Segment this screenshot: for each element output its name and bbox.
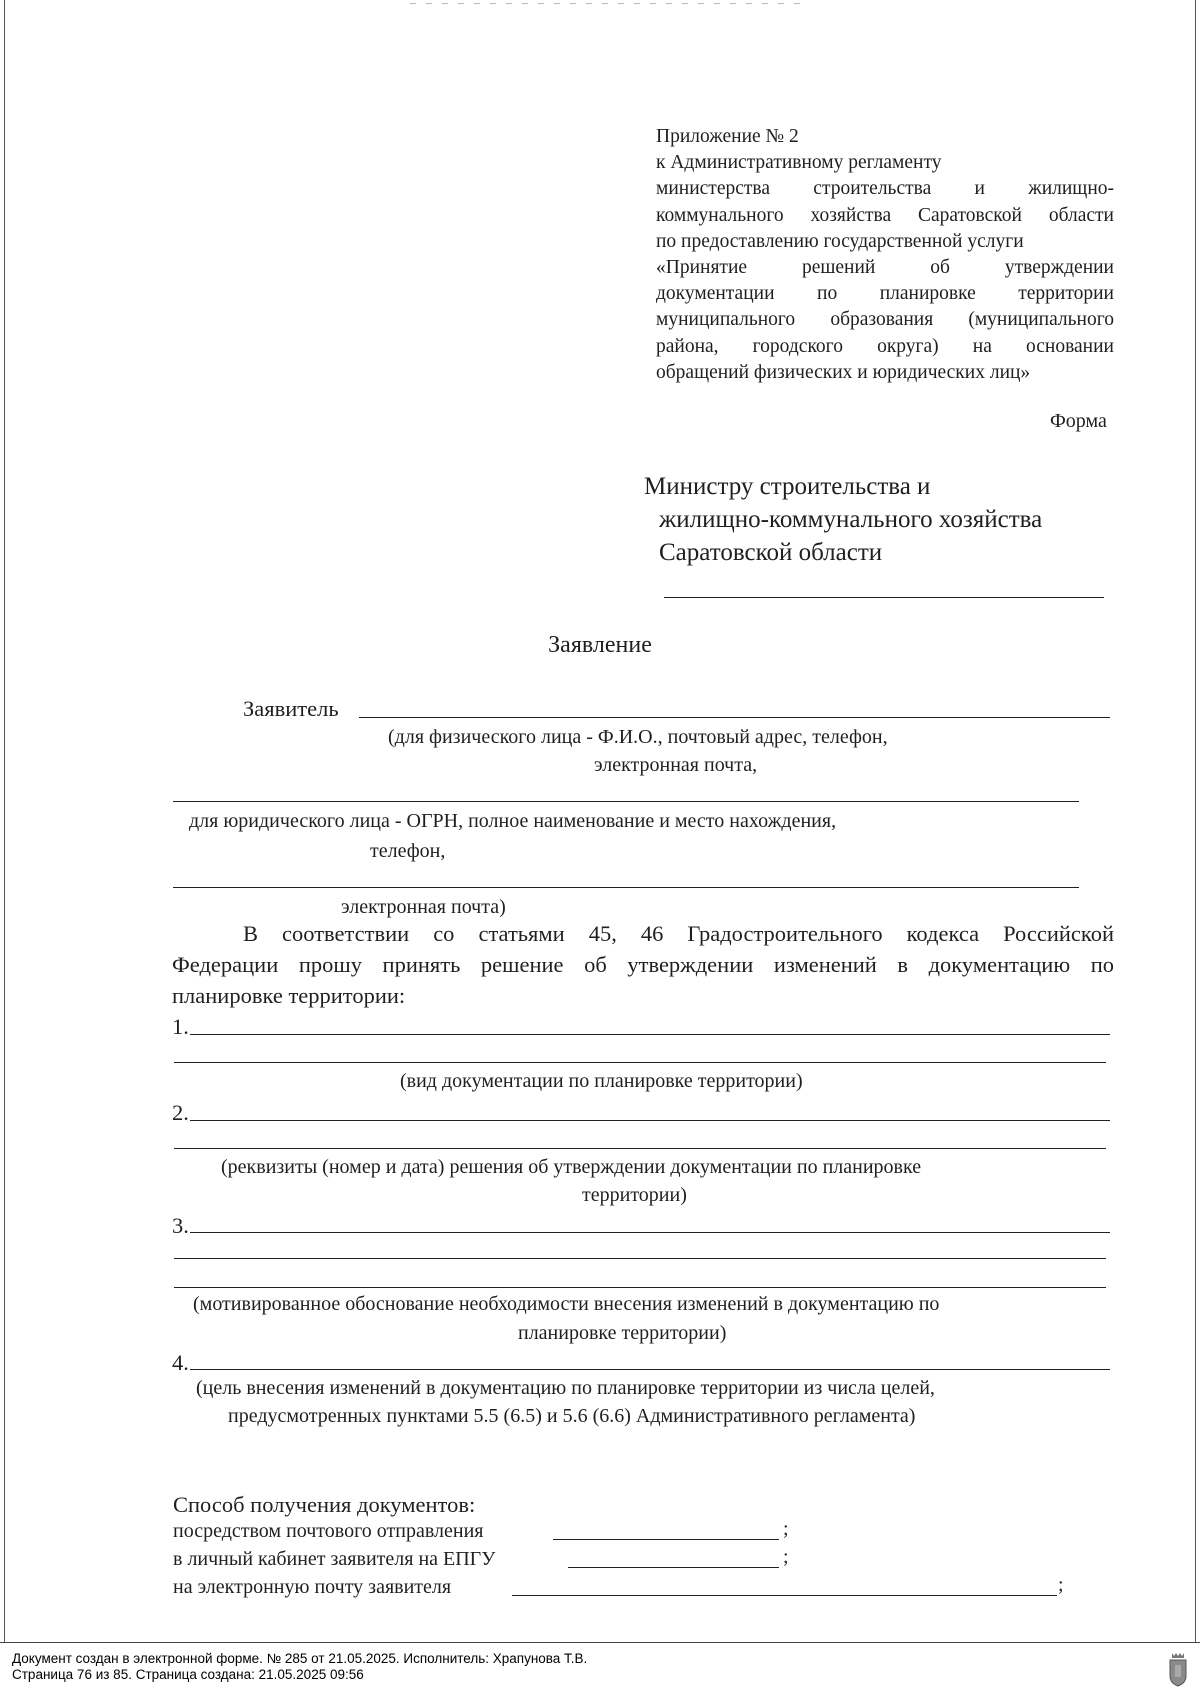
delivery-option-post: посредством почтового отправления: [173, 1520, 484, 1542]
item-3-line-a: [190, 1232, 1110, 1233]
item-2-line-b: [174, 1148, 1106, 1149]
delivery-option-epgu: в личный кабинет заявителя на ЕПГУ: [173, 1548, 496, 1570]
delivery-epgu-end: ;: [783, 1546, 789, 1568]
item-1-number: 1.: [172, 1014, 189, 1039]
item-2-line-a: [190, 1120, 1110, 1121]
addressee-blank-line: [664, 597, 1104, 598]
item-2-hint-1: (реквизиты (номер и дата) решения об утверждении документации по планировке: [221, 1156, 922, 1178]
document-footer: [0, 1642, 1200, 1699]
scan-artifact: [410, 2, 810, 5]
delivery-post-line: [553, 1539, 779, 1540]
item-4-number: 4.: [172, 1350, 189, 1375]
item-2-number: 2.: [172, 1100, 189, 1125]
item-4-hint-2: предусмотренных пунктами 5.5 (6.5) и 5.6 (6.6) Административного регламента): [228, 1405, 916, 1427]
delivery-email-line: [512, 1595, 1057, 1596]
item-3-number: 3.: [172, 1213, 189, 1238]
applicant-hint-legal-2: телефон,: [370, 840, 446, 862]
item-3-line-c: [174, 1287, 1106, 1288]
addressee-line-2: жилищно-коммунального хозяйства: [659, 506, 1043, 533]
request-line-2: Федерации прошу принять решение об утверждении изменений в документацию по: [172, 952, 1114, 977]
delivery-heading: Способ получения документов:: [173, 1492, 476, 1517]
delivery-email-end: ;: [1058, 1574, 1064, 1596]
item-3-line-b: [174, 1258, 1106, 1259]
annex-line-6: «Принятие решений об утверждении: [656, 257, 1114, 279]
item-3-hint-2: планировке территории): [518, 1322, 727, 1344]
applicant-field-line: [359, 717, 1110, 718]
applicant-hint-individual-2: электронная почта,: [594, 754, 758, 776]
delivery-post-end: ;: [783, 1518, 789, 1540]
annex-block: [656, 124, 1114, 386]
item-1-hint: (вид документации по планировке территории): [400, 1070, 803, 1092]
annex-line-1: Приложение № 2: [656, 126, 799, 147]
footer-line-2: Страница 76 из 85. Страница создана: 21.05.2025 09:56: [12, 1667, 364, 1682]
addressee-line-1: Министру строительства и: [644, 473, 931, 500]
applicant-hint-legal-3: электронная почта): [341, 896, 506, 918]
annex-line-7: документации по планировке территории: [656, 283, 1114, 305]
applicant-hint-individual-1: (для физического лица - Ф.И.О., почтовый адрес, телефон,: [388, 726, 888, 748]
applicant-label: Заявитель: [243, 696, 339, 721]
annex-line-10: обращений физических и юридических лиц»: [656, 361, 1031, 383]
annex-line-2: к Административному регламенту: [656, 152, 942, 174]
applicant-field-line-3: [173, 887, 1079, 888]
item-4-line: [190, 1369, 1110, 1370]
page-title: Заявление: [548, 632, 652, 658]
footer-line-1: Документ создан в электронной форме. № 285 от 21.05.2025. Исполнитель: Храпунова Т.В.: [12, 1651, 588, 1666]
item-2-hint-2: территории): [582, 1184, 687, 1206]
annex-line-5: по предоставлению государственной услуги: [656, 230, 1024, 252]
addressee-line-3: Саратовской области: [659, 539, 883, 566]
request-line-1: В соответствии со статьями 45, 46 Градостроительного кодекса Российской: [243, 921, 1114, 946]
annex-line-9: района, городского округа) на основании: [656, 335, 1114, 357]
coat-of-arms-icon: [1167, 1651, 1189, 1687]
applicant-hint-legal-1: для юридического лица - ОГРН, полное наименование и место нахождения,: [189, 810, 837, 832]
annex-line-3: министерства строительства и жилищно-: [656, 178, 1114, 200]
item-1-line-b: [174, 1062, 1106, 1063]
form-label: Форма: [1050, 410, 1107, 432]
annex-line-4: коммунального хозяйства Саратовской области: [656, 204, 1114, 226]
item-3-hint-1: (мотивированное обоснование необходимости внесения изменений в документацию по: [193, 1293, 940, 1315]
item-4-hint-1: (цель внесения изменений в документацию по планировке территории из числа целей,: [196, 1377, 935, 1399]
delivery-epgu-line: [568, 1567, 779, 1568]
annex-line-8: муниципального образования (муниципального: [656, 309, 1114, 331]
item-1-line-a: [190, 1034, 1110, 1035]
request-line-3: планировке территории:: [172, 983, 406, 1008]
applicant-field-line-2: [173, 801, 1079, 802]
delivery-option-email: на электронную почту заявителя: [173, 1576, 452, 1598]
